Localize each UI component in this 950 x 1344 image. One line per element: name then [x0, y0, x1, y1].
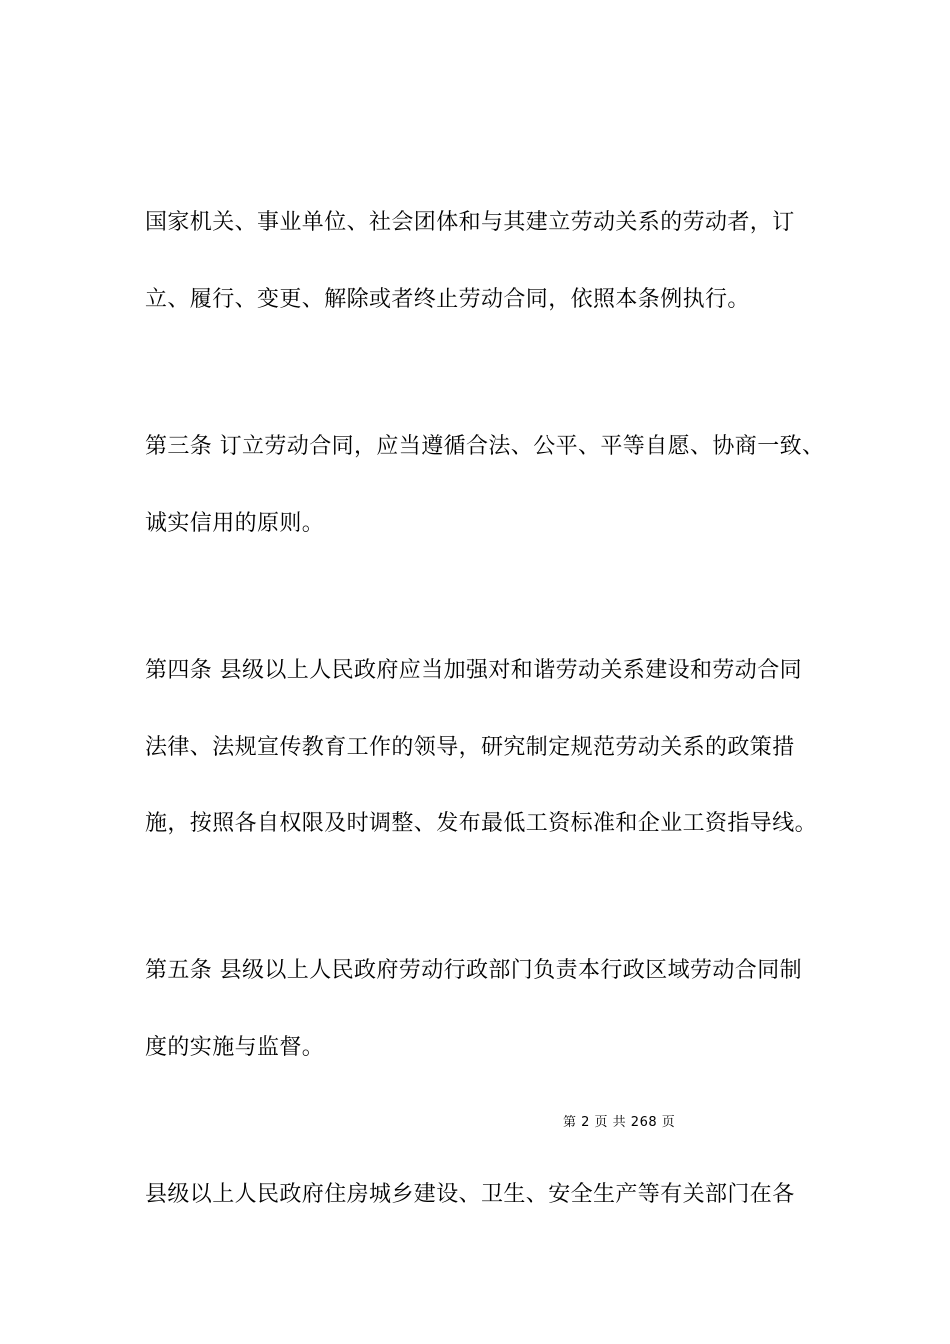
paragraph-1-line-2: 立、履行、变更、解除或者终止劳动合同，依照本条例执行。 — [145, 287, 750, 312]
paragraph-5-line-1: 县级以上人民政府住房城乡建设、卫生、安全生产等有关部门在各 — [145, 1182, 795, 1207]
paragraph-3-line-2: 法律、法规宣传教育工作的领导，研究制定规范劳动关系的政策措 — [145, 735, 795, 760]
page-number-footer: 第 2 页 共 268 页 — [563, 1115, 676, 1130]
paragraph-3-line-1: 第四条 县级以上人民政府应当加强对和谐劳动关系建设和劳动合同 — [145, 658, 802, 683]
paragraph-4-line-2: 度的实施与监督。 — [145, 1035, 325, 1060]
paragraph-2-line-1: 第三条 订立劳动合同，应当遵循合法、公平、平等自愿、协商一致、 — [145, 434, 825, 459]
paragraph-3-line-3: 施，按照各自权限及时调整、发布最低工资标准和企业工资指导线。 — [145, 811, 818, 836]
paragraph-2-line-2: 诚实信用的原则。 — [145, 511, 325, 536]
paragraph-4-line-1: 第五条 县级以上人民政府劳动行政部门负责本行政区域劳动合同制 — [145, 958, 802, 983]
paragraph-1-line-1: 国家机关、事业单位、社会团体和与其建立劳动关系的劳动者，订 — [145, 210, 795, 235]
